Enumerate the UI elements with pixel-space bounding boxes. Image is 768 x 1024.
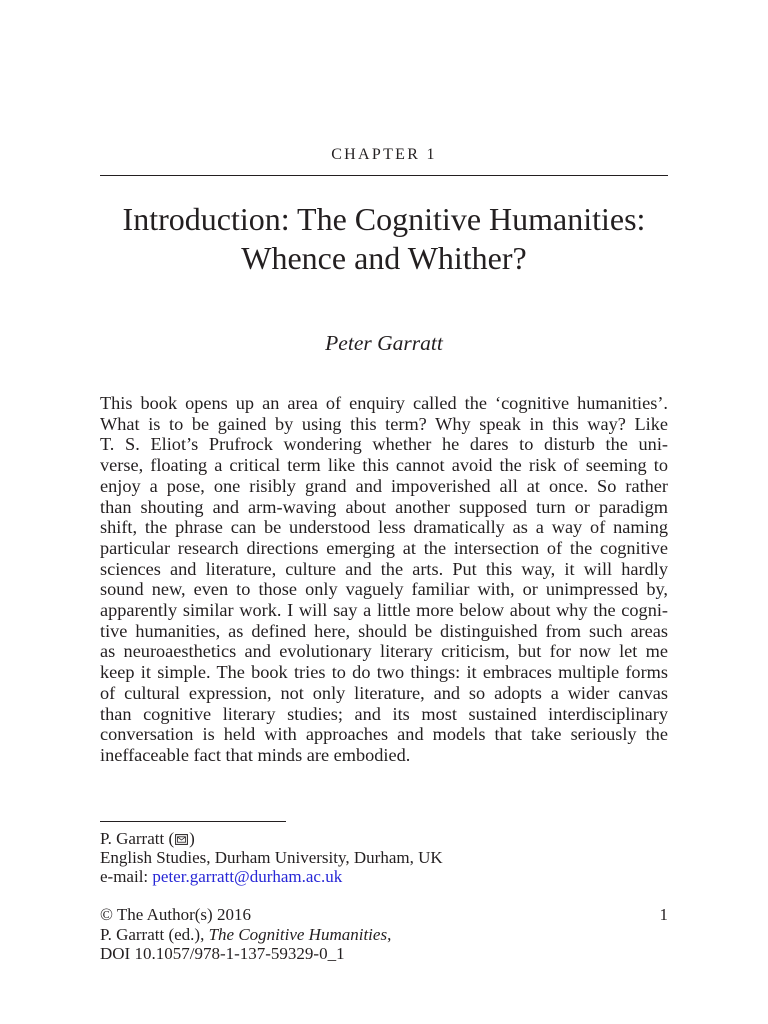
email-label: e-mail: xyxy=(100,867,149,886)
footnote-email-line xyxy=(100,867,668,886)
body-line: shift, the phrase can be understood less dramatically as a way of naming xyxy=(100,517,668,538)
page-number: 1 xyxy=(659,905,668,924)
body-line: enjoy a pose, one risibly grand and impoverished all at once. So rather xyxy=(100,475,668,496)
body-line: particular research directions emerging at the intersection of the cognitive xyxy=(100,537,668,558)
citation-line xyxy=(100,925,600,945)
body-line: of cultural expression, not only literature, and so adopts a wider canvas xyxy=(100,682,668,703)
doi: DOI 10.1057/978-1-137-59329-0_1 xyxy=(100,944,345,963)
envelope-icon xyxy=(175,834,188,845)
chapter-rule xyxy=(100,175,668,176)
chapter-title xyxy=(0,200,768,278)
body-line: than cognitive literary studies; and its most sustained interdisciplinary xyxy=(100,703,668,724)
body-line: verse, floating a critical term like this cannot avoid the risk of seeming to xyxy=(100,455,668,476)
body-line: keep it simple. The book tries to do two things: it embraces multiple forms xyxy=(100,662,668,683)
chapter-author: Peter Garratt xyxy=(325,331,443,355)
citation-editor: P. Garratt (ed.), xyxy=(100,924,205,944)
body-line: T. S. Eliot’s Prufrock wondering whether he dares to disturb the uni- xyxy=(100,434,668,455)
body-line: sciences and literature, culture and the arts. Put this way, it will hardly xyxy=(100,558,668,579)
imprint-block xyxy=(100,905,600,964)
body-line: apparently similar work. I will say a little more below about why the cogni- xyxy=(100,600,668,621)
body-line: tive humanities, as defined here, should be distinguished from such areas xyxy=(100,620,668,641)
paren-open: ( xyxy=(168,829,175,848)
body-line: conversation is held with approaches and models that take seriously the xyxy=(100,724,668,745)
citation-book-title: The Cognitive Humanities xyxy=(208,924,388,944)
footnote-rule xyxy=(100,821,286,822)
chapter-title-line-1: Introduction: The Cognitive Humanities: xyxy=(122,201,646,237)
citation-end: , xyxy=(387,924,392,944)
copyright-notice: © The Author(s) 2016 xyxy=(100,905,251,924)
footnote-contact-line xyxy=(100,829,668,848)
body-line: ineffaceable fact that minds are embodied. xyxy=(100,744,411,765)
contact-marker xyxy=(168,829,194,848)
footnote-affiliation: English Studies, Durham University, Durham, UK xyxy=(100,848,443,867)
author-footnote xyxy=(100,829,668,886)
body-paragraph xyxy=(100,393,668,766)
email-link[interactable]: peter.garratt@durham.ac.uk xyxy=(152,867,343,886)
chapter-label: CHAPTER 1 xyxy=(331,146,437,163)
body-line: What is to be gained by using this term? Why speak in this way? Like xyxy=(100,413,668,434)
chapter-title-line-2: Whence and Whither? xyxy=(241,240,527,276)
paren-close: ) xyxy=(189,829,195,848)
body-line: This book opens up an area of enquiry called the ‘cognitive humanities’. xyxy=(100,393,668,413)
footnote-author-name: P. Garratt xyxy=(100,829,165,848)
body-line: than shouting and arm-waving about another supposed turn or paradigm xyxy=(100,496,668,517)
body-line: as neuroaesthetics and evolutionary literary criticism, but for now let me xyxy=(100,641,668,662)
body-line: sound new, even to those only vaguely familiar with, or unimpressed by, xyxy=(100,579,668,600)
